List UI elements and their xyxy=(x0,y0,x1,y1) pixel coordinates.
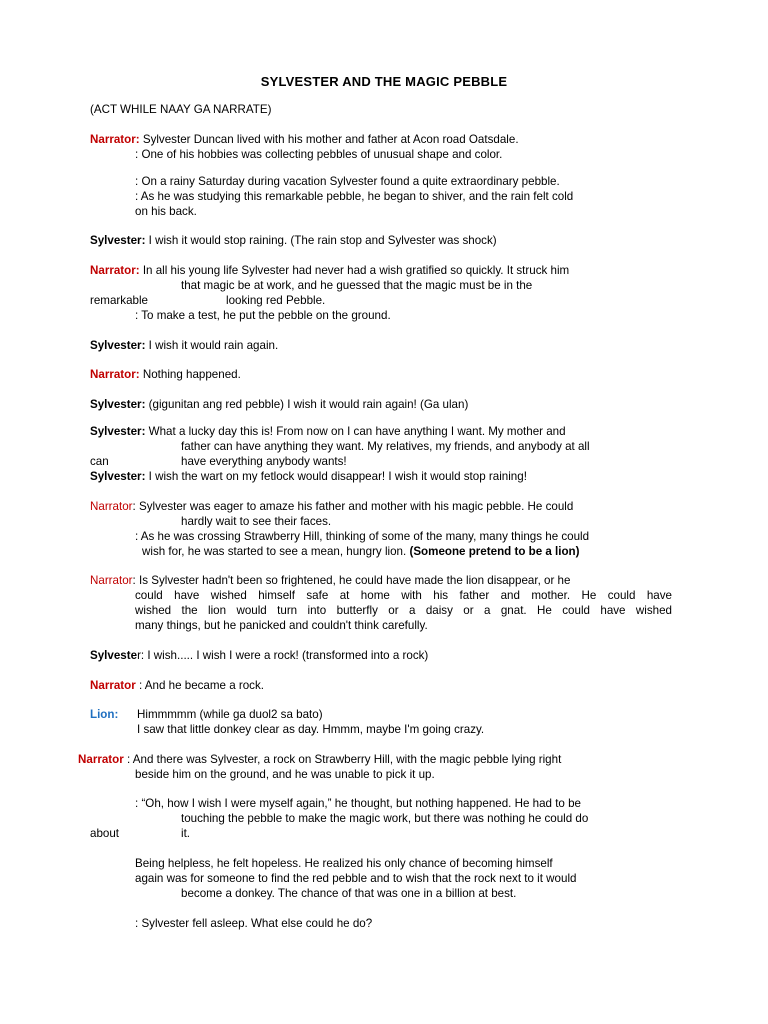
script-line: hardly wait to see their faces. xyxy=(181,515,332,528)
script-line xyxy=(90,707,118,722)
script-line: become a donkey. The chance of that was one in a billion at best. xyxy=(181,887,517,900)
script-line-left: about xyxy=(90,827,120,840)
line-text: r: I wish..... I wish I were a rock! (transformed into a rock) xyxy=(137,649,429,662)
script-line xyxy=(90,499,573,514)
speaker-narrator: Narrator xyxy=(90,679,136,692)
speaker-narrator: Narrator xyxy=(90,574,133,587)
line-text: : Sylvester was eager to amaze his father and mother with his magic pebble. He could xyxy=(132,500,574,513)
line-text: : And there was Sylvester, a rock on Strawberry Hill, with the magic pebble lying right xyxy=(123,753,562,766)
script-line xyxy=(90,469,527,484)
speaker-narrator: Narrator xyxy=(90,500,133,513)
line-text: What a lucky day this is! From now on I can have anything I want. My mother and xyxy=(145,425,566,438)
script-line: beside him on the ground, and he was unable to pick it up. xyxy=(135,768,435,781)
speaker-narrator: Narrator: xyxy=(90,368,140,381)
script-line: I saw that little donkey clear as day. Hmmm, maybe I'm going crazy. xyxy=(137,723,485,736)
speaker-narrator: Narrator: xyxy=(90,264,140,277)
line-text: Nothing happened. xyxy=(139,368,241,381)
script-line: : As he was crossing Strawberry Hill, thinking of some of the many, many things he could xyxy=(135,530,590,543)
document-title: SYLVESTER AND THE MAGIC PEBBLE xyxy=(260,74,508,89)
line-text: I wish it would stop raining. (The rain stop and Sylvester was shock) xyxy=(145,234,497,247)
script-line xyxy=(90,397,468,412)
line-text: : Is Sylvester hadn't been so frightened, he could have made the lion disappear, or he xyxy=(132,574,571,587)
script-line: on his back. xyxy=(135,205,197,218)
script-line: : Sylvester fell asleep. What else could he do? xyxy=(135,917,373,930)
line-text: (gigunitan ang red pebble) I wish it would rain again! (Ga ulan) xyxy=(145,398,469,411)
line-text: In all his young life Sylvester had never had a wish gratified so quickly. It struck him xyxy=(139,264,570,277)
script-line: : To make a test, he put the pebble on the ground. xyxy=(135,309,391,322)
script-line: could have wished himself safe at home with his father and mother. He could have xyxy=(135,589,672,602)
script-line-left: can xyxy=(90,455,109,468)
line-text: : And he became a rock. xyxy=(135,679,264,692)
speaker-sylvester: Sylvester: xyxy=(90,234,146,247)
script-line: : One of his hobbies was collecting pebbles of unusual shape and color. xyxy=(135,148,503,161)
script-line: touching the pebble to make the magic work, but there was nothing he could do xyxy=(181,812,589,825)
speaker-sylvester: Sylvester: xyxy=(90,470,146,483)
line-text: I wish it would rain again. xyxy=(145,339,279,352)
line-text: Sylvester Duncan lived with his mother and father at Acon road Oatsdale. xyxy=(139,133,519,146)
script-line: : As he was studying this remarkable pebble, he began to shiver, and the rain felt cold xyxy=(135,190,574,203)
script-line: that magic be at work, and he guessed that the magic must be in the xyxy=(181,279,533,292)
speaker-sylvester: Sylvester: xyxy=(90,339,146,352)
script-line: have everything anybody wants! xyxy=(181,455,347,468)
stage-direction: (Someone pretend to be a lion) xyxy=(409,545,580,558)
script-line: many things, but he panicked and couldn't think carefully. xyxy=(135,619,428,632)
script-line xyxy=(90,367,241,382)
script-line xyxy=(90,233,497,248)
speaker-narrator: Narrator: xyxy=(90,133,140,146)
script-line: father can have anything they want. My relatives, my friends, and anybody at all xyxy=(181,440,590,453)
script-line: it. xyxy=(181,827,191,840)
script-line: again was for someone to find the red pebble and to wish that the rock next to it would xyxy=(135,872,577,885)
document-subtitle: (ACT WHILE NAAY GA NARRATE) xyxy=(90,103,272,116)
script-line xyxy=(90,648,428,663)
speaker-sylvester: Sylvester: xyxy=(90,425,146,438)
script-line: : “Oh, how I wish I were myself again,” he thought, but nothing happened. He had to be xyxy=(135,797,581,810)
script-line xyxy=(142,544,580,559)
script-line: Being helpless, he felt hopeless. He realized his only chance of becoming himself xyxy=(135,857,553,870)
script-line: Himmmmm (while ga duol2 sa bato) xyxy=(137,708,323,721)
speaker-sylvester: Sylveste xyxy=(90,649,138,662)
script-line xyxy=(90,424,566,439)
script-line xyxy=(90,338,278,353)
script-line xyxy=(78,752,561,767)
line-text: wish for, he was started to see a mean, hungry lion. xyxy=(142,545,410,558)
script-line: wished the lion would turn into butterfly or a daisy or a gnat. He could have wished xyxy=(135,604,672,617)
speaker-sylvester: Sylvester: xyxy=(90,398,146,411)
line-text: I wish the wart on my fetlock would disappear! I wish it would stop raining! xyxy=(145,470,527,483)
script-line: : On a rainy Saturday during vacation Sylvester found a quite extraordinary pebble. xyxy=(135,175,560,188)
script-line-left: remarkable xyxy=(90,294,148,307)
script-line: looking red Pebble. xyxy=(226,294,326,307)
speaker-lion: Lion: xyxy=(90,708,119,721)
speaker-narrator: Narrator xyxy=(78,753,124,766)
script-line xyxy=(90,678,264,693)
script-line xyxy=(90,263,569,278)
script-line xyxy=(90,573,570,588)
script-line xyxy=(90,132,519,147)
